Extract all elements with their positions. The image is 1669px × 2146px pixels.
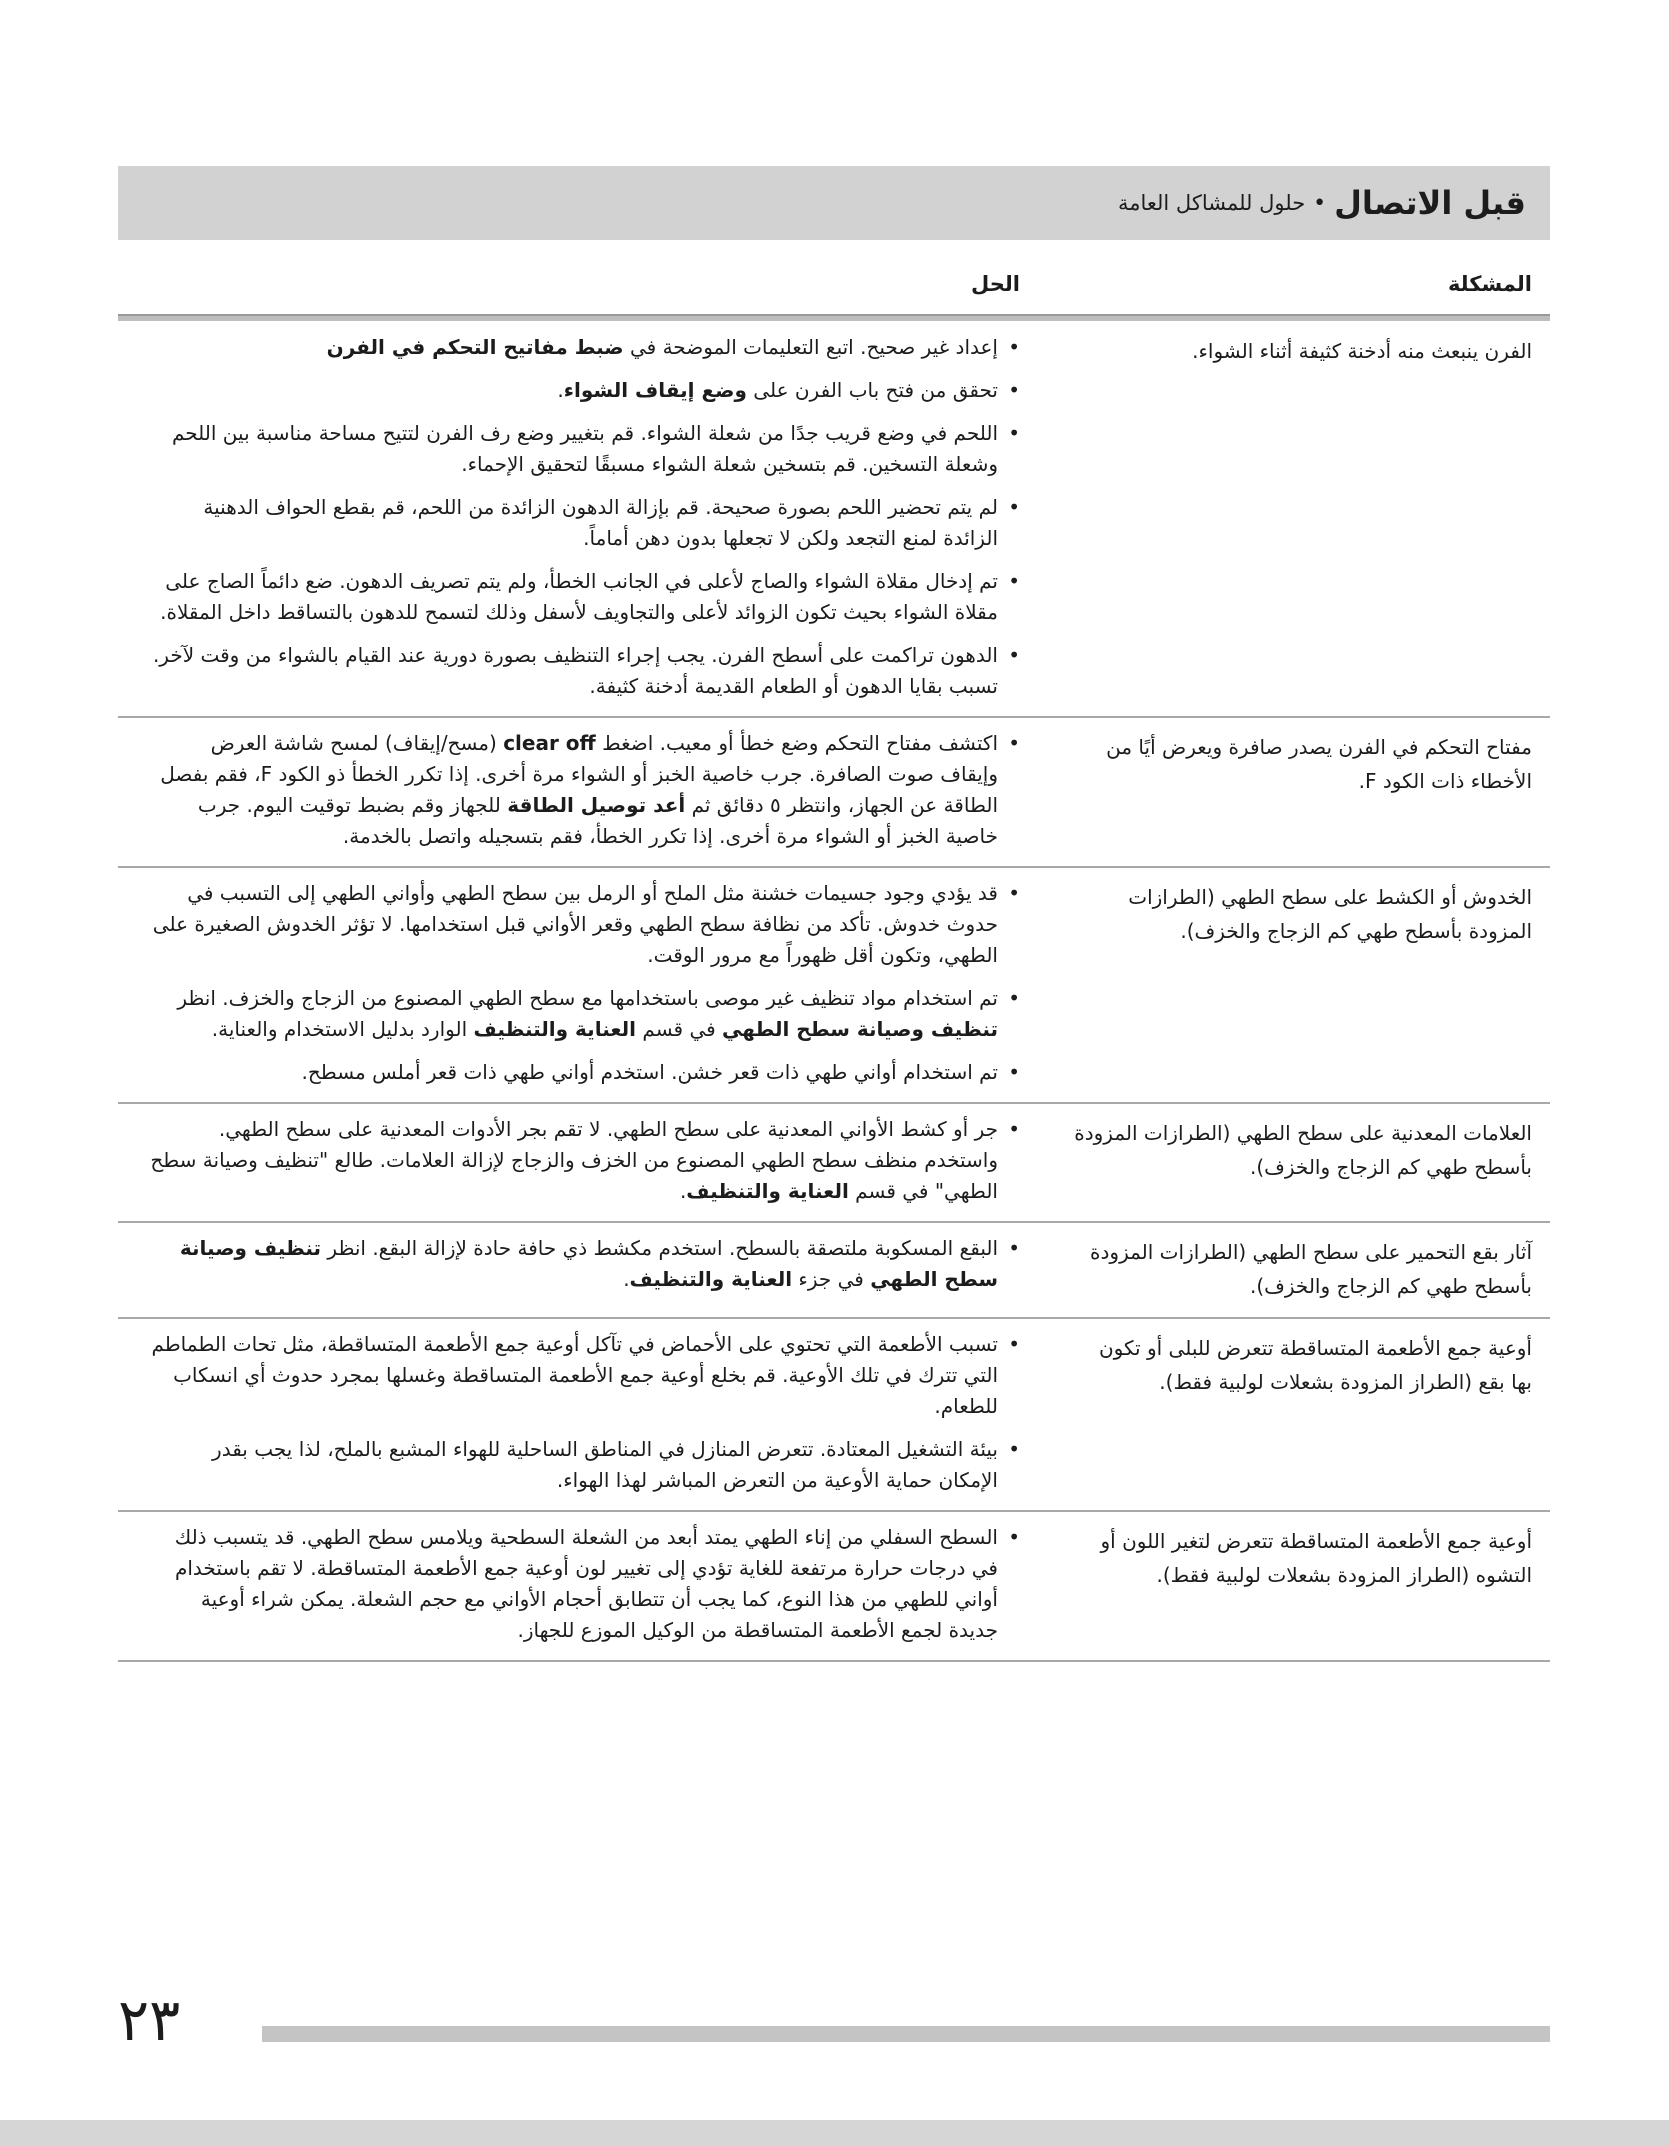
emphasis-text: العناية والتنظيف bbox=[473, 1017, 637, 1041]
solution-item: • تم إدخال مقلاة الشواء والصاج لأعلى في الجانب الخطأ، ولم يتم تصريف الدهون. ضع دائماً الصاج على مقلاة الشواء بحيث تكون الزوائد لأعلى والتجاويف لأسفل وذلك لتسمح للدهون بالتساقط داخل المقلاة. bbox=[148, 566, 1020, 628]
solution-list bbox=[148, 1233, 1020, 1295]
solution-item: • قد يؤدي وجود جسيمات خشنة مثل الملح أو الرمل بين سطح الطهي وأواني الطهي إلى التسبب في حدوث خدوش. تأكد من نظافة سطح الطهي وقعر الأواني قبل استخدامها. لا تؤثر الخدوش الصغيرة على الطهي، وتكون أقل ظهوراً مع مرور الوقت. bbox=[148, 878, 1020, 971]
solution-item: • اللحم في وضع قريب جدًا من شعلة الشواء. قم بتغيير وضع رف الفرن لتتيح مساحة مناسبة بين اللحم وشعلة التسخين. قم بتسخين شعلة الشواء مسبقًا لتحقيق الإحماء. bbox=[148, 418, 1020, 480]
problem-cell: آثار بقع التحمير على سطح الطهي (الطرازات المزودة بأسطح طهي كم الزجاج والخزف). bbox=[1090, 1240, 1532, 1298]
solution-item: • الدهون تراكمت على أسطح الفرن. يجب إجراء التنظيف بصورة دورية عند القيام بالشواء من وقت لآخر. تسبب بقايا الدهون أو الطعام القديمة أدخنة كثيفة. bbox=[148, 640, 1020, 702]
solution-cell bbox=[118, 1522, 1050, 1646]
solution-item: • إعداد غير صحيح. اتبع التعليمات الموضحة في ضبط مفاتيح التحكم في الفرن bbox=[148, 332, 1020, 363]
page-number: ٢٣ bbox=[118, 1986, 181, 2054]
emphasis-text: العناية والتنظيف bbox=[629, 1267, 793, 1291]
problem-cell: العلامات المعدنية على سطح الطهي (الطرازات المزودة بأسطح طهي كم الزجاج والخزف). bbox=[1074, 1121, 1532, 1179]
solution-item: • السطح السفلي من إناء الطهي يمتد أبعد من الشعلة السطحية ويلامس سطح الطهي. قد يتسبب ذلك في درجات حرارة مرتفعة للغاية تؤدي إلى تغيير لون أوعية جمع الأطعمة المتساقطة. لا تقم باستخدام أواني للطهي من هذا النوع، كما يجب أن تتطابق أحجام الأواني مع حجم الشعلة. يمكن شراء أوعية جديدة لجمع الأطعمة المتساقطة من الوكيل الموزع للجهاز. bbox=[148, 1522, 1020, 1646]
problem-cell: مفتاح التحكم في الفرن يصدر صافرة ويعرض أيًا من الأخطاء ذات الكود F. bbox=[1106, 735, 1532, 793]
solution-list bbox=[148, 1522, 1020, 1646]
section-title: قبل الاتصال bbox=[1334, 184, 1526, 222]
separator-bullet: • bbox=[1313, 190, 1327, 216]
section-header bbox=[118, 166, 1550, 240]
solution-list bbox=[148, 332, 1020, 702]
solution-cell bbox=[118, 1233, 1050, 1303]
solution-item: • جر أو كشط الأواني المعدنية على سطح الطهي. لا تقم بجر الأدوات المعدنية على سطح الطهي. واستخدم منظف سطح الطهي المصنوع من الخزف والزجاج لإزالة العلامات. طالع "تنظيف وصيانة سطح الطهي" في قسم العناية والتنظيف. bbox=[148, 1114, 1020, 1207]
problem-cell: أوعية جمع الأطعمة المتساقطة تتعرض للبلى أو تكون بها بقع (الطراز المزودة بشعلات لولبية فقط). bbox=[1098, 1336, 1532, 1394]
header-divider-thick bbox=[118, 316, 1550, 321]
emphasis-text: تنظيف وصيانة سطح الطهي bbox=[722, 1017, 998, 1041]
solution-cell bbox=[118, 1114, 1050, 1207]
table-row bbox=[118, 1104, 1550, 1223]
solution-cell bbox=[118, 878, 1050, 1088]
solution-list bbox=[148, 1329, 1020, 1496]
table-row bbox=[118, 868, 1550, 1104]
emphasis-text: أعد توصيل الطاقة bbox=[507, 793, 686, 817]
solution-list bbox=[148, 728, 1020, 852]
problem-cell: الفرن ينبعث منه أدخنة كثيفة أثناء الشواء. bbox=[1192, 339, 1532, 363]
solution-item: • لم يتم تحضير اللحم بصورة صحيحة. قم بإزالة الدهون الزائدة من اللحم، قم بقطع الحواف الدهنية الزائدة لمنع التجعد ولكن لا تجعلها بدون دهن أماماً. bbox=[148, 492, 1020, 554]
emphasis-text: ضبط مفاتيح التحكم في الفرن bbox=[326, 335, 624, 359]
solution-list bbox=[148, 1114, 1020, 1207]
solution-item: • تم استخدام مواد تنظيف غير موصى باستخدامها مع سطح الطهي المصنوع من الزجاج والخزف. انظر تنظيف وصيانة سطح الطهي في قسم العناية والتنظيف الوارد بدليل الاستخدام والعناية. bbox=[148, 983, 1020, 1045]
table-column-headers bbox=[118, 262, 1550, 312]
table-row bbox=[118, 322, 1550, 718]
solution-item: • تسبب الأطعمة التي تحتوي على الأحماض في تآكل أوعية جمع الأطعمة المتساقطة، مثل تحات الطماطم التي تترك في تلك الأوعية. قم بخلع أوعية جمع الأطعمة المتساقطة وغسلها بمجرد حدوث أي انسكاب للطعام. bbox=[148, 1329, 1020, 1422]
page-bottom-strip bbox=[0, 2120, 1669, 2146]
footer-bar bbox=[262, 2026, 1550, 2042]
solution-item: • تحقق من فتح باب الفرن على وضع إيقاف الشواء. bbox=[148, 375, 1020, 406]
emphasis-text: وضع إيقاف الشواء bbox=[563, 378, 747, 402]
solution-list bbox=[148, 878, 1020, 1088]
section-subtitle: حلول للمشاكل العامة bbox=[1117, 191, 1306, 215]
solution-item: • اكتشف مفتاح التحكم وضع خطأ أو معيب. اضغط clear off (مسح/إيقاف) لمسح شاشة العرض وإيقاف صوت الصافرة. جرب خاصية الخبز أو الشواء مرة أخرى. إذا تكرر الخطأ ذو الكود F، فقم بفصل الطاقة عن الجهاز، وانتظر ٥ دقائق ثم أعد توصيل الطاقة للجهاز وقم بضبط توقيت اليوم. جرب خاصية الخبز أو الشواء مرة أخرى. إذا تكرر الخطأ، فقم بتسجيله واتصل بالخدمة. bbox=[148, 728, 1020, 852]
troubleshooting-table bbox=[118, 322, 1550, 1662]
solution-cell bbox=[118, 728, 1050, 852]
emphasis-text: العناية والتنظيف bbox=[686, 1179, 849, 1203]
table-row bbox=[118, 718, 1550, 868]
solution-column-header: الحل bbox=[971, 272, 1020, 296]
solution-cell bbox=[118, 332, 1050, 702]
problem-cell: أوعية جمع الأطعمة المتساقطة تتعرض لتغير اللون أو التشوه (الطراز المزودة بشعلات لولبية فقط). bbox=[1100, 1529, 1532, 1587]
table-row bbox=[118, 1512, 1550, 1662]
problem-column-header: المشكلة bbox=[1447, 272, 1532, 296]
table-row bbox=[118, 1223, 1550, 1319]
solution-item: • بيئة التشغيل المعتادة. تتعرض المنازل في المناطق الساحلية للهواء المشبع بالملح، لذا يجب بقدر الإمكان حماية الأوعية من التعرض المباشر لهذا الهواء. bbox=[148, 1434, 1020, 1496]
solution-cell bbox=[118, 1329, 1050, 1496]
problem-cell: الخدوش أو الكشط على سطح الطهي (الطرازات المزودة بأسطح طهي كم الزجاج والخزف). bbox=[1128, 885, 1532, 943]
solution-item: • البقع المسكوبة ملتصقة بالسطح. استخدم مكشط ذي حافة حادة لإزالة البقع. انظر تنظيف وصيانة سطح الطهي في جزء العناية والتنظيف. bbox=[148, 1233, 1020, 1295]
table-row bbox=[118, 1319, 1550, 1512]
emphasis-text: تنظيف وصيانة سطح الطهي bbox=[179, 1236, 998, 1291]
solution-item: • تم استخدام أواني طهي ذات قعر خشن. استخدم أواني طهي ذات قعر أملس مسطح. bbox=[148, 1057, 1020, 1088]
emphasis-text: clear off bbox=[503, 731, 596, 755]
